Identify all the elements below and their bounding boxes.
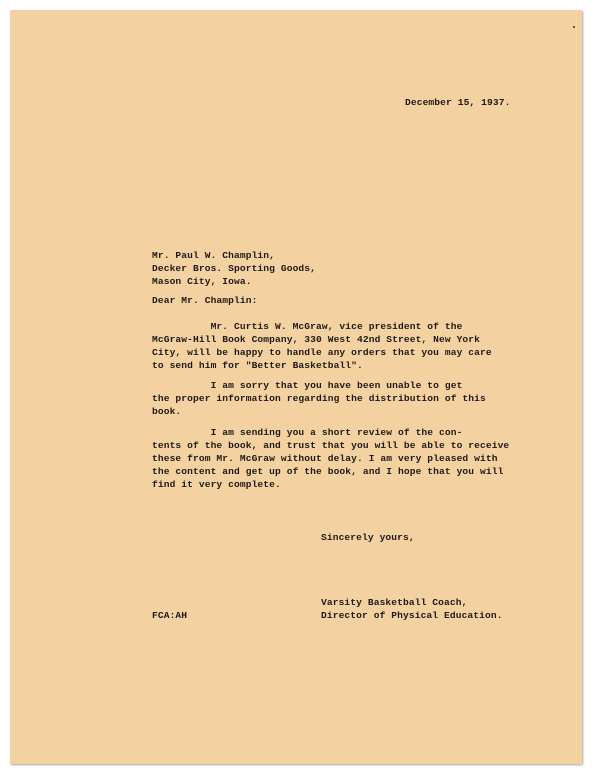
signature-title-line: Director of Physical Education. bbox=[321, 610, 503, 621]
letter-date: December 15, 1937. bbox=[405, 97, 511, 108]
body-line: the content and get up of the book, and I hope that you will bbox=[152, 466, 504, 477]
body-line: to send him for "Better Basketball". bbox=[152, 360, 363, 371]
recipient-line: Decker Bros. Sporting Goods, bbox=[152, 263, 317, 274]
body-line: I am sending you a short review of the con- bbox=[152, 427, 463, 438]
recipient-line: Mason City, Iowa. bbox=[152, 276, 252, 287]
recipient-line: Mr. Paul W. Champlin, bbox=[152, 250, 276, 261]
body-line: find it very complete. bbox=[152, 479, 281, 490]
signature-title-line: Varsity Basketball Coach, bbox=[321, 597, 468, 608]
closing: Sincerely yours, bbox=[321, 532, 415, 543]
body-line: book. bbox=[152, 406, 182, 417]
body-line: tents of the book, and trust that you will be able to receive bbox=[152, 440, 510, 451]
salutation: Dear Mr. Champlin: bbox=[152, 295, 258, 306]
body-line: the proper information regarding the distribution of this bbox=[152, 393, 486, 404]
body-line: City, will be happy to handle any orders that you may care bbox=[152, 347, 492, 358]
letter-page bbox=[10, 10, 582, 764]
typist-initials: FCA:AH bbox=[152, 610, 188, 621]
body-line: these from Mr. McGraw without delay. I am very pleased with bbox=[152, 453, 498, 464]
body-line: McGraw-Hill Book Company, 330 West 42nd Street, New York bbox=[152, 334, 481, 345]
paper-speck bbox=[573, 26, 575, 28]
body-line: I am sorry that you have been unable to get bbox=[152, 380, 463, 391]
body-line: Mr. Curtis W. McGraw, vice president of the bbox=[152, 321, 463, 332]
